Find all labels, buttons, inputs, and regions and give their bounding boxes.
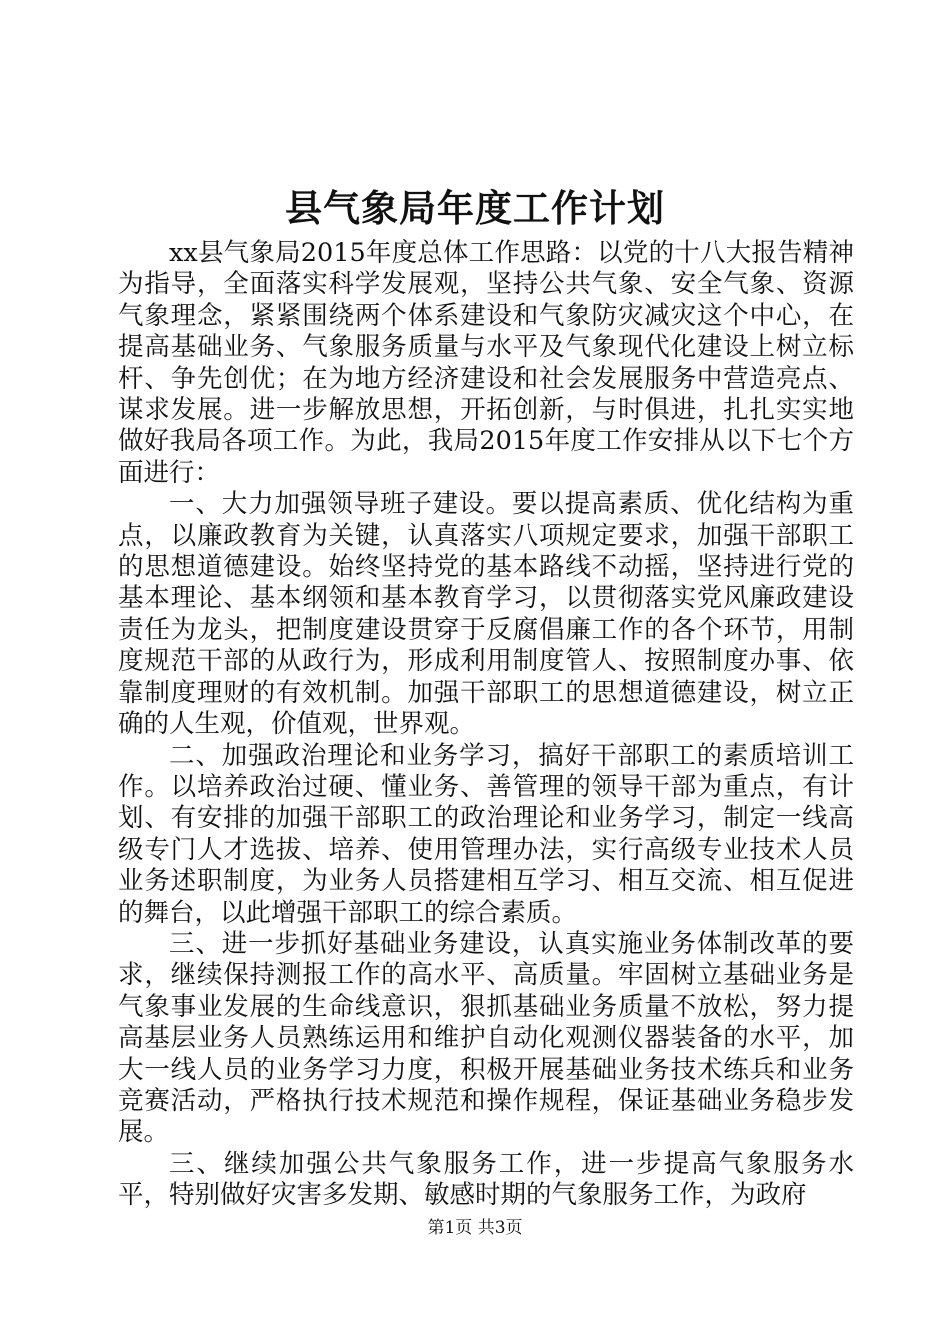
page-footer: 第1页 共3页 (427, 1218, 523, 1238)
paragraph-intro: xx县气象局2015年度总体工作思路：以党的十八大报告精神为指导，全面落实科学发展观，坚持公共气象、安全气象、资源气象理念，紧紧围绕两个体系建设和气象防灾减灾这个中心，在提高基础业务、气象服务质量与水平及气象现代化建设上树立标杆、争先创优；在为地方经济建设和社会发展服务中营造亮点、谋求发展。进一步解放思想，开拓创新，与时俱进，扎扎实实地做好我局各项工作。为此，我局2015年度工作安排从以下七个方面进行： (118, 238, 854, 488)
document-title: 县气象局年度工作计划 (285, 186, 665, 230)
paragraph-section-1: 一、大力加强领导班子建设。要以提高素质、优化结构为重点，以廉政教育为关键，认真落实八项规定要求，加强干部职工的思想道德建设。始终坚持党的基本路线不动摇，坚持进行党的基本理论、基本纲领和基本教育学习，以贯彻落实党风廉政建设责任为龙头，把制度建设贯穿于反腐倡廉工作的各个环节，用制度规范干部的从政行为，形成利用制度管人、按照制度办事、依靠制度理财的有效机制。加强干部职工的思想道德建设，树立正确的人生观，价值观，世界观。 (118, 489, 854, 740)
paragraph-section-3: 三、进一步抓好基础业务建设，认真实施业务体制改革的要求，继续保持测报工作的高水平、高质量。牢固树立基础业务是气象事业发展的生命线意识，狠抓基础业务质量不放松，努力提高基层业务人员熟练运用和维护自动化观测仪器装备的水平，加大一线人员的业务学习力度，积极开展基础业务技术练兵和业务竞赛活动，严格执行技术规范和操作规程，保证基础业务稳步发展。 (118, 928, 854, 1148)
document-body (118, 238, 854, 1212)
paragraph-section-2: 二、加强政治理论和业务学习，搞好干部职工的素质培训工作。以培养政治过硬、懂业务、善管理的领导干部为重点，有计划、有安排的加强干部职工的政治理论和业务学习，制定一线高级专门人才选拔、培养、使用管理办法，实行高级专业技术人员业务述职制度，为业务人员搭建相互学习、相互交流、相互促进的舞台，以此增强干部职工的综合素质。 (118, 740, 854, 928)
paragraph-section-3b: 三、继续加强公共气象服务工作，进一步提高气象服务水平，特别做好灾害多发期、敏感时期的气象服务工作，为政府 (118, 1148, 854, 1211)
